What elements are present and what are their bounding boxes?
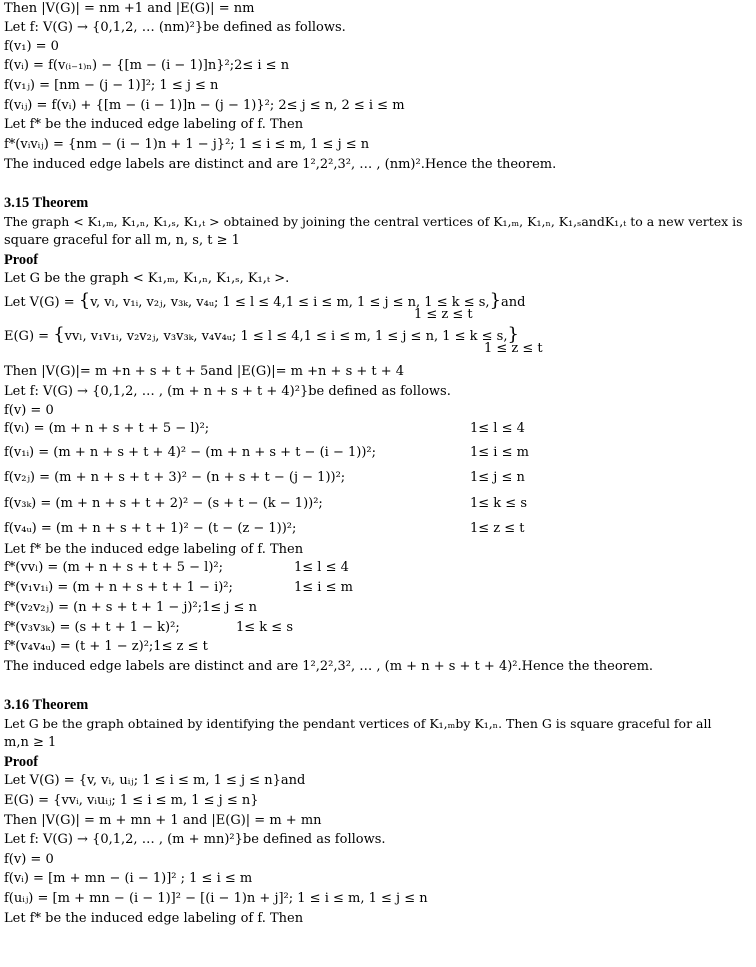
formula-line: f(v₁) = 0 [4, 39, 59, 54]
conclusion-line: The induced edge labels are distinct and are 1²,2²,3², … , (nm)².Hence the theorem. [4, 157, 557, 172]
right-brace-icon: } [507, 324, 519, 345]
def-expr: f(v₃ₖ) = (m + n + s + t + 2)² − (s + t − (k − 1))²; [4, 496, 323, 511]
proof-line: f(uᵢⱼ) = [m + mn − (i − 1)]² − [(i − 1)n + j]²; 1 ≤ i ≤ m, 1 ≤ j ≤ n [4, 891, 428, 906]
left-brace-icon: { [78, 290, 91, 311]
def-expr: f(vₗ) = (m + n + s + t + 5 − l)²; [4, 421, 210, 436]
proof-line: f(v) = 0 [4, 403, 54, 418]
edge-set-line2: 1 ≤ z ≤ t [484, 341, 543, 356]
theorem-heading: 3.15 Theorem [4, 195, 89, 211]
proof-line: Let G be the graph < K₁,ₘ, K₁,ₙ, K₁,ₛ, K₁,ₜ >. [4, 271, 290, 286]
edge-range: 1≤ k ≤ s [236, 620, 294, 635]
proof-line: Let V(G) = {v, vᵢ, uᵢⱼ; 1 ≤ i ≤ m, 1 ≤ j ≤ n}and [4, 773, 306, 788]
theorem-statement: square graceful for all m, n, s, t ≥ 1 [4, 233, 240, 248]
labeling-definition: Let f: V(G) → {0,1,2, … (nm)²}be defined as follows. [4, 20, 346, 35]
theorem-statement: The graph < K₁,ₘ, K₁,ₙ, K₁,ₛ, K₁,ₜ > obtained by joining the central vertices of K₁,ₘ, K₁,ₙ, K₁,ₛandK₁,ₜ to a new vertex is [4, 214, 743, 229]
proof-line: f(vᵢ) = [m + mn − (i − 1)]² ; 1 ≤ i ≤ m [4, 871, 253, 886]
vertex-set-label: Let V(G) = [4, 295, 79, 310]
edge-range: 1≤ l ≤ 4 [294, 560, 349, 575]
edge-expr: f*(vvₗ) = (m + n + s + t + 5 − l)²; [4, 560, 224, 575]
def-expr: f(v₁ᵢ) = (m + n + s + t + 4)² − (m + n + s + t − (i − 1))²; [4, 445, 376, 460]
proof-line: f(v) = 0 [4, 852, 54, 867]
def-expr: f(v₂ⱼ) = (m + n + s + t + 3)² − (n + s + t − (j − 1))²; [4, 470, 346, 485]
formula-line: f(v₁ⱼ) = [nm − (j − 1)]²; 1 ≤ j ≤ n [4, 78, 219, 93]
formula-line: f(vᵢ) = f(v₍ᵢ₋₁₎ₙ) − {[m − (i − 1)]n}²;2≤ i ≤ n [4, 58, 290, 73]
proof-line: Then |V(G)| = m + mn + 1 and |E(G)| = m + mn [4, 813, 322, 828]
proof-heading: Proof [4, 252, 39, 268]
def-range: 1≤ z ≤ t [470, 521, 525, 536]
def-range: 1≤ i ≤ m [470, 445, 529, 460]
left-brace-icon: { [53, 324, 65, 345]
right-brace-icon: } [489, 290, 502, 311]
proof-line: E(G) = {vvᵢ, vᵢuᵢⱼ; 1 ≤ i ≤ m, 1 ≤ j ≤ n} [4, 793, 259, 808]
edge-expr: f*(v₁v₁ᵢ) = (m + n + s + t + 1 − i)²; [4, 580, 233, 595]
proof-line: Then |V(G)|= m +n + s + t + 5and |E(G)|= m +n + s + t + 4 [4, 364, 405, 379]
vertex-edge-count: Then |V(G)| = nm +1 and |E(G)| = nm [4, 1, 255, 16]
theorem-heading: 3.16 Theorem [4, 697, 89, 713]
vertex-set-and: and [501, 295, 526, 310]
induced-labeling-line: Let f* be the induced edge labeling of f. Then [4, 911, 304, 926]
edge-expr: f*(v₂v₂ⱼ) = (n + s + t + 1 − j)²;1≤ j ≤ n [4, 600, 257, 615]
proof-line: Let f: V(G) → {0,1,2, … , (m + n + s + t + 4)²}be defined as follows. [4, 384, 451, 399]
vertex-set-line1: v, vₗ, v₁ᵢ, v₂ⱼ, v₃ₖ, v₄ᵤ; 1 ≤ l ≤ 4,1 ≤ i ≤ m, 1 ≤ j ≤ n, 1 ≤ k ≤ s, [90, 295, 490, 310]
formula-line: f(vᵢⱼ) = f(vᵢ) + {[m − (i − 1)]n − (j − 1)}²; 2≤ j ≤ n, 2 ≤ i ≤ m [4, 98, 405, 113]
proof-heading: Proof [4, 754, 39, 770]
def-range: 1≤ l ≤ 4 [470, 421, 525, 436]
edge-expr: f*(v₄v₄ᵤ) = (t + 1 − z)²;1≤ z ≤ t [4, 639, 208, 654]
induced-labeling-line: Let f* be the induced edge labeling of f. Then [4, 542, 304, 557]
edge-set-definition [4, 326, 519, 344]
def-expr: f(v₄ᵤ) = (m + n + s + t + 1)² − (t − (z − 1))²; [4, 521, 297, 536]
formula-line: f*(vᵢvᵢⱼ) = {nm − (i − 1)n + 1 − j}²; 1 ≤ i ≤ m, 1 ≤ j ≤ n [4, 137, 370, 152]
induced-labeling-line: Let f* be the induced edge labeling of f. Then [4, 117, 304, 132]
edge-expr: f*(v₃v₃ₖ) = (s + t + 1 − k)²; [4, 620, 180, 635]
edge-set-line1: vvₗ, v₁v₁ᵢ, v₂v₂ⱼ, v₃v₃ₖ, v₄v₄ᵤ; 1 ≤ l ≤ 4,1 ≤ i ≤ m, 1 ≤ j ≤ n, 1 ≤ k ≤ s, [64, 329, 508, 344]
edge-range: 1≤ i ≤ m [294, 580, 353, 595]
vertex-set-line2: 1 ≤ z ≤ t [414, 307, 473, 322]
theorem-statement: m,n ≥ 1 [4, 735, 57, 750]
edge-set-label: E(G) = [4, 329, 54, 344]
conclusion-line: The induced edge labels are distinct and are 1²,2²,3², … , (m + n + s + t + 4)².Hence the theorem. [4, 659, 654, 674]
def-range: 1≤ j ≤ n [470, 470, 525, 485]
def-range: 1≤ k ≤ s [470, 496, 528, 511]
theorem-statement: Let G be the graph obtained by identifying the pendant vertices of K₁,ₘby K₁,ₙ. Then G is square graceful for all [4, 716, 712, 731]
proof-line: Let f: V(G) → {0,1,2, … , (m + mn)²}be defined as follows. [4, 832, 386, 847]
